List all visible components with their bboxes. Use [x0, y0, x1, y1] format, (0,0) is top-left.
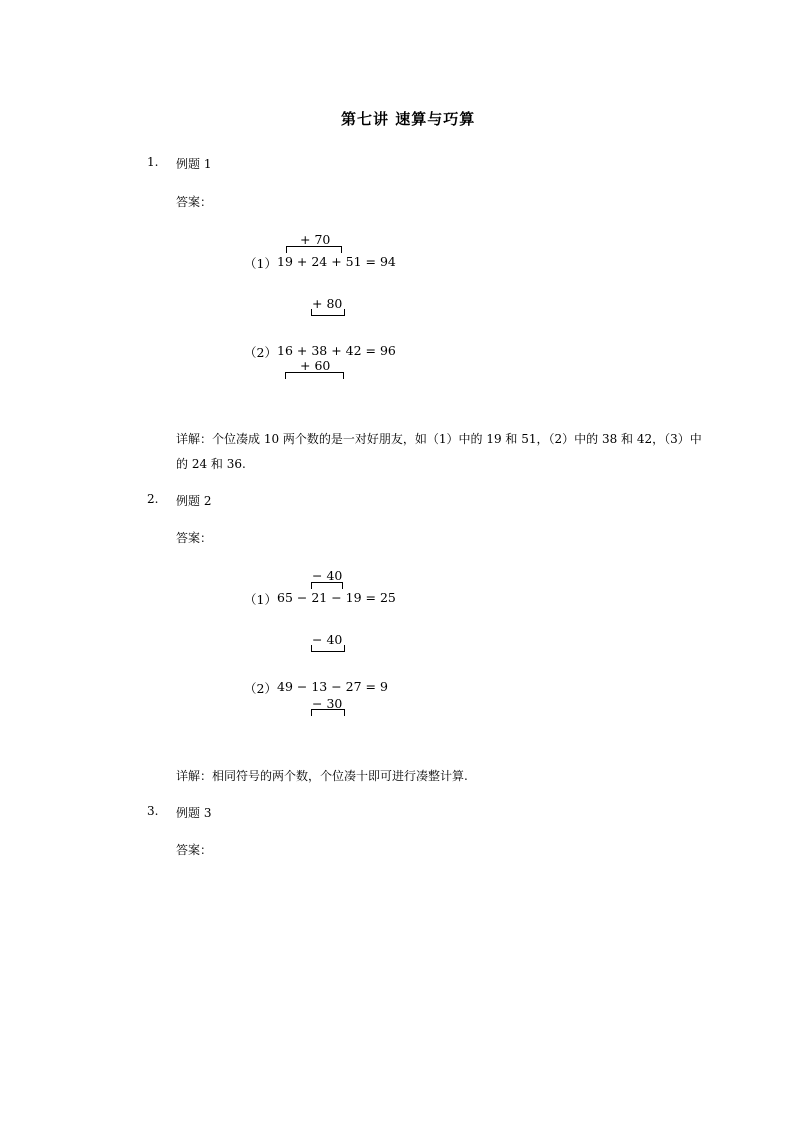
equation-prefix: （2） [244, 681, 277, 696]
equation-prefix: （2） [244, 345, 277, 360]
equation-prefix: （1） [244, 256, 277, 271]
bracket-label: − 40 [312, 632, 343, 647]
equation: 49 − 13 − 27 = 9 [277, 679, 388, 694]
answer-label: 答案： [176, 195, 213, 209]
bracket [311, 709, 345, 716]
bracket [286, 246, 342, 253]
item-number: 1. [147, 155, 159, 169]
equation: 65 − 21 − 19 = 25 [277, 590, 396, 605]
bracket [311, 309, 345, 316]
bracket-label: + 80 [312, 296, 343, 311]
bracket-label: − 30 [312, 696, 343, 711]
item-label: 例题 2 [176, 494, 212, 508]
bracket-label: − 40 [312, 568, 343, 583]
answer-label: 答案： [176, 531, 213, 545]
equation: 16 + 38 + 42 = 96 [277, 343, 396, 358]
bracket-label: + 60 [300, 358, 331, 373]
explanation: 详解：相同符号的两个数，个位凑十即可进行凑整计算. [176, 769, 468, 783]
page-title: 第七讲 速算与巧算 [341, 110, 476, 128]
equation: 19 + 24 + 51 = 94 [277, 254, 396, 269]
equation-prefix: （1） [244, 592, 277, 607]
answer-label: 答案： [176, 843, 213, 857]
item-number: 2. [147, 492, 159, 506]
bracket [311, 645, 345, 652]
item-label: 例题 1 [176, 157, 212, 171]
bracket [285, 372, 344, 379]
bracket-label: + 70 [300, 232, 331, 247]
item-number: 3. [147, 804, 159, 818]
explanation: 的 24 和 36. [176, 457, 246, 471]
bracket [311, 582, 343, 589]
item-label: 例题 3 [176, 806, 212, 820]
explanation: 详解：个位凑成 10 两个数的是一对好朋友，如（1）中的 19 和 51，（2）中的 38 和 42，（3）中 [176, 432, 702, 446]
